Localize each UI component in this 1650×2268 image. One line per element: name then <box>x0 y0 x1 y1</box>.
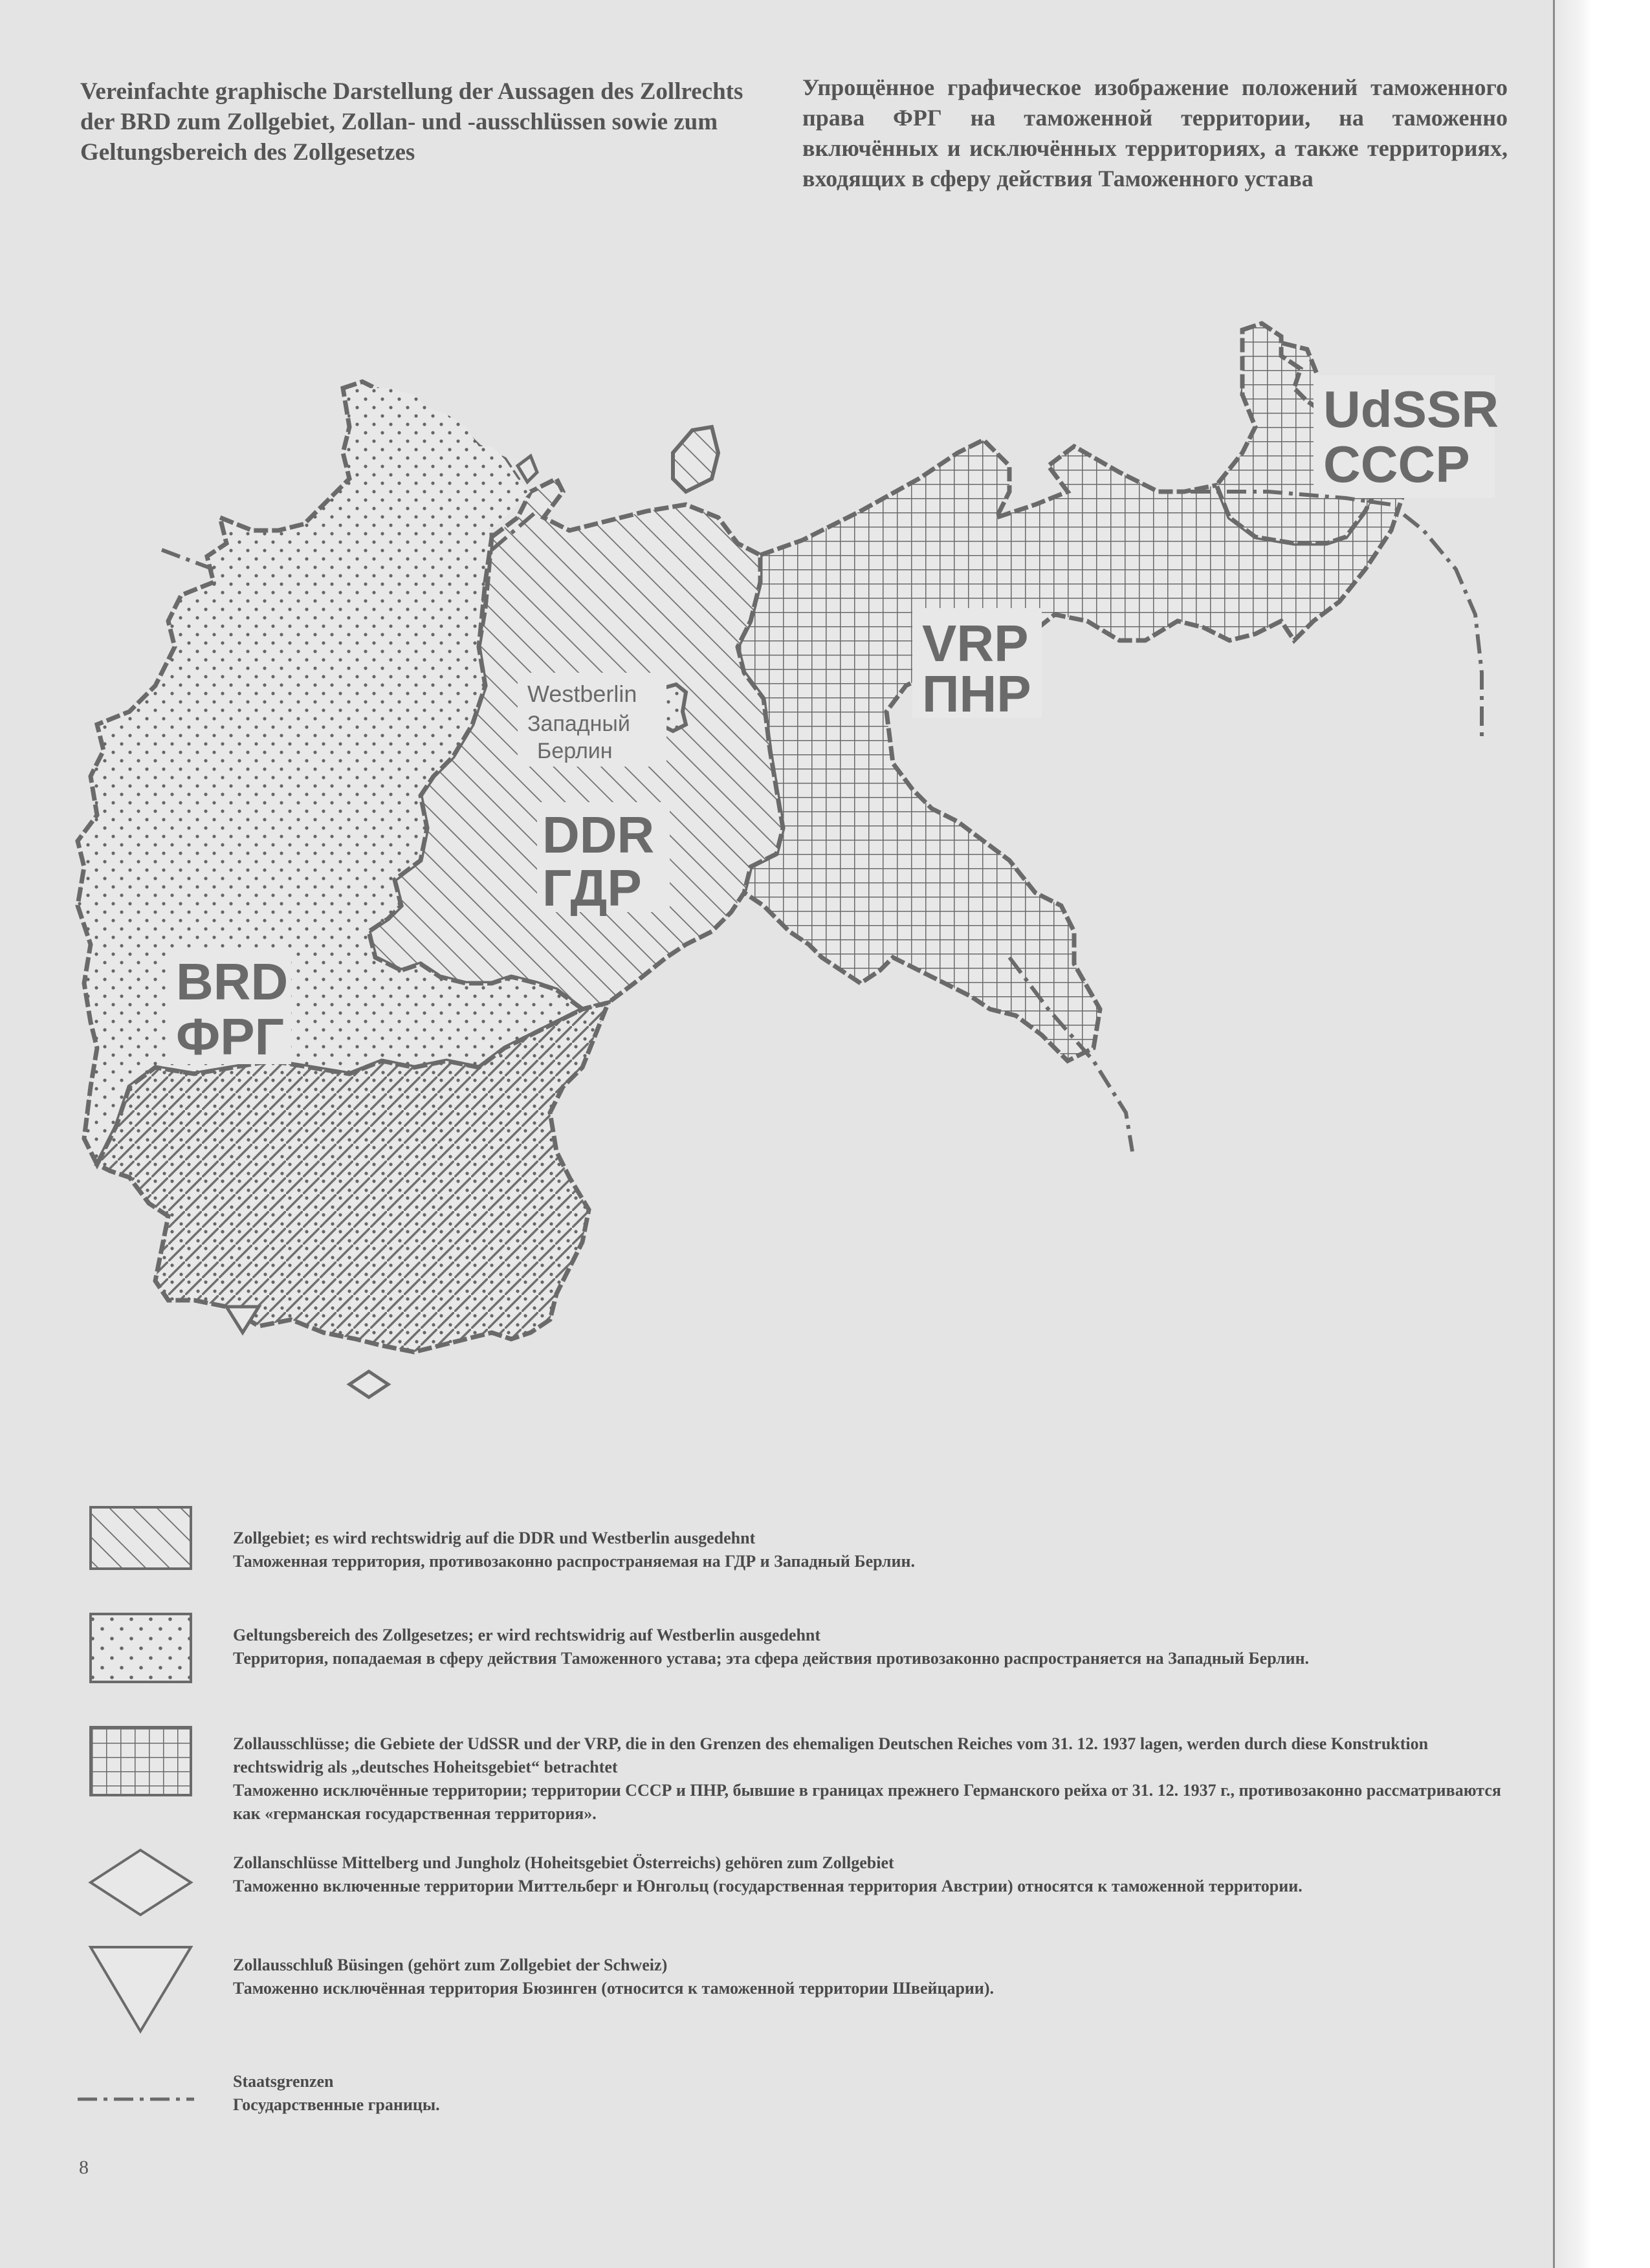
legend-text-ru: Таможенно исключённая территория Бюзинген (относится к таможенной территории Швейцарии). <box>233 1979 995 1998</box>
legend-text-de: Staatsgrenzen <box>233 2072 334 2091</box>
legend-text-ru: Территория, попадаемая в сферу действия Таможенного устава; эта сфера действия противозаконно распространяется на Западный Берлин. <box>233 1649 1310 1668</box>
island-small <box>518 456 537 482</box>
legend-item-staatsgrenzen <box>78 2057 1508 2128</box>
legend-text-ru: Таможенно исключённые территории; территории СССР и ПНР, бывшие в границах прежнего Германского рейха от 31. 12. 1937 г., противозаконно рассматриваются как «германская государственная территория». <box>233 1781 1501 1823</box>
label-brd-de: BRD <box>176 953 289 1010</box>
legend-text-ru: Таможенно включенные территории Миттельберг и Юнгольц (государственная территория Австрии) относятся к таможенной территории. <box>233 1877 1303 1895</box>
label-westberlin-ru1: Западный <box>527 712 630 736</box>
label-ddr-ru: ГДР <box>542 859 642 917</box>
title-russian: Упрощённое графическое изображение положений таможенного права ФРГ на таможенной территории, на таможенно включённых и исключённых территориях, а также территориях, входящих в сферу действия Таможенного устава <box>802 74 1508 191</box>
dot-pattern-icon <box>78 1604 194 1688</box>
page-number: 8 <box>79 2157 89 2178</box>
label-ddr-de: DDR <box>542 806 655 864</box>
diamond-icon <box>78 1837 194 1928</box>
legend-text-de: Geltungsbereich des Zollgesetzes; er wird rechtswidrig auf Westberlin ausgedehnt <box>233 1626 821 1644</box>
label-brd-ru: ФРГ <box>176 1008 284 1065</box>
mittelberg-diamond <box>349 1371 388 1397</box>
title-german: Vereinfachte graphische Darstellung der Aussagen des Zollrechts der BRD zum Zollgebiet, Zollan- und -ausschlüssen sowie zum Geltungsbereich des Zollgesetzes <box>80 78 743 166</box>
legend-item-geltungsbereich <box>78 1604 1508 1701</box>
dash-dot-line-icon <box>78 2057 207 2122</box>
label-westberlin-de: Westberlin <box>527 681 637 707</box>
legend-item-zollgebiet <box>78 1501 1508 1591</box>
label-vrp-ru: ПНР <box>922 665 1031 723</box>
legend-text-de: Zollausschluß Büsingen (gehört zum Zollgebiet der Schweiz) <box>233 1956 668 1974</box>
legend-text-de: Zollanschlüsse Mittelberg und Jungholz (Hoheitsgebiet Österreichs) gehören zum Zollgebiet <box>233 1853 894 1872</box>
label-udssr-ru: СССР <box>1323 435 1470 493</box>
legend-text-de: Zollausschlüsse; die Gebiete der UdSSR und der VRP, die in den Grenzen des ehemaligen Deutschen Reiches vom 31. 12. 1937 lagen, werden durch diese Konstruktion rechtswidrig als „deutsches Hoheitsgebiet“ betrachtet <box>233 1734 1429 1776</box>
diagonal-hatch-icon <box>78 1501 194 1572</box>
label-westberlin-ru2: Берлин <box>537 739 613 763</box>
legend-item-buesingen <box>78 1934 1508 2044</box>
legend-item-zollanschluesse <box>78 1837 1508 1934</box>
triangle-down-icon <box>78 1934 194 2044</box>
legend-item-zollausschluesse <box>78 1714 1508 1831</box>
legend-text-ru: Государственные границы. <box>233 2095 440 2114</box>
legend-text-de: Zollgebiet; es wird rechtswidrig auf die DDR und Westberlin ausgedehnt <box>233 1529 756 1547</box>
island-ruegen <box>673 427 718 492</box>
grid-pattern-icon <box>78 1714 194 1805</box>
customs-map <box>0 285 1585 1475</box>
legend-text-ru: Таможенная территория, противозаконно распространяемая на ГДР и Западный Берлин. <box>233 1552 915 1571</box>
label-vrp-de: VRP <box>922 615 1029 672</box>
label-udssr-de: UdSSR <box>1323 380 1499 438</box>
